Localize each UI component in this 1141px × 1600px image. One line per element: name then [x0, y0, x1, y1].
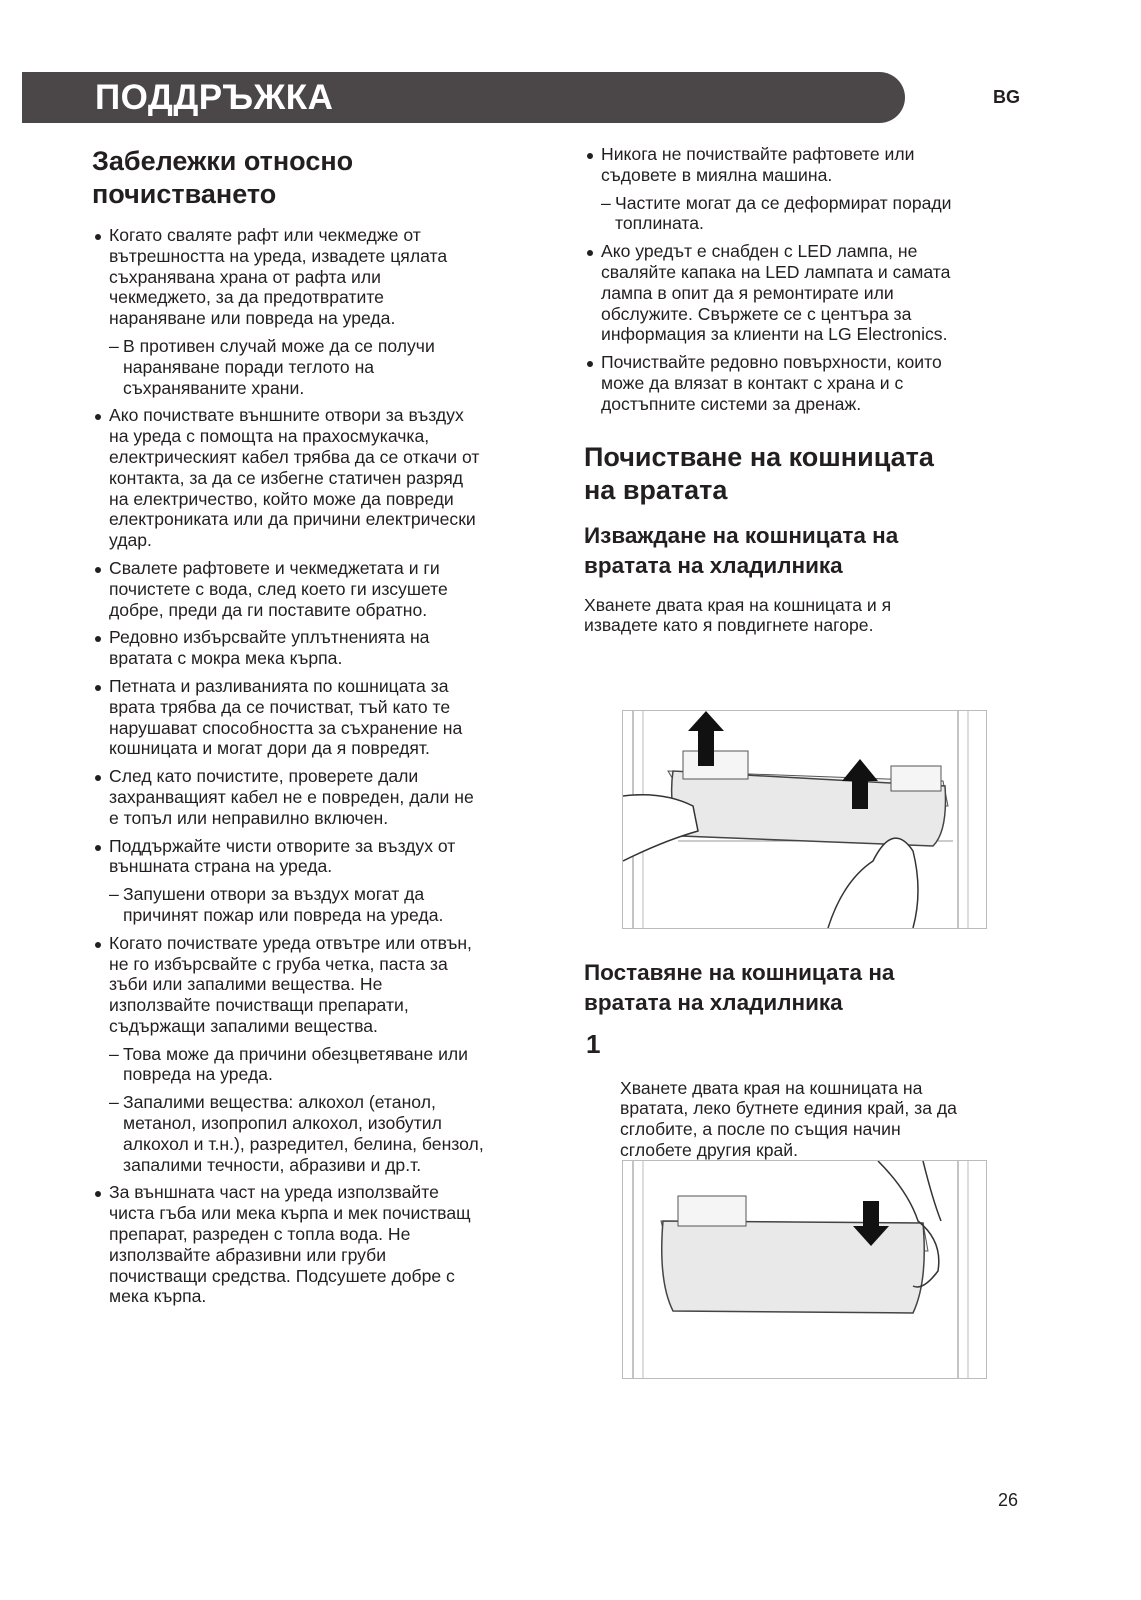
- removal-heading: Изваждане на кошницата на вратата на хладилника: [584, 522, 899, 578]
- basket-install-illustration: [622, 1160, 987, 1379]
- right-column: [584, 144, 1024, 636]
- page-number: 26: [998, 1490, 1019, 1510]
- basket-removal-illustration: [622, 710, 987, 929]
- door-basket-heading: Почистване на кошницата на вратата: [584, 441, 934, 505]
- bullet-item: Никога не почиствайте рафтовете или съдовете в миялна машина.: [584, 144, 1024, 186]
- bullet-item: Когато почиствате уреда отвътре или отвън, не го избърсвайте с груба четка, паста за зъби или запалими вещества. Не използвайте почистващи препарати, съдържащи запалими вещества.: [92, 933, 542, 1037]
- step-number: 1: [586, 1029, 601, 1059]
- cleaning-notes-heading: Забележки относно почистването: [92, 146, 354, 209]
- sub-item: – В противен случай може да се получи нараняване поради теглото на съхраняваните храни.: [92, 336, 542, 398]
- bullet-item: Когато сваляте рафт или чекмедже от вътрешността на уреда, извадете цялата съхранявана храна от рафта или чекмеджето, за да предотвратите нараняване или повреда на уреда.: [92, 225, 542, 329]
- language-code: BG: [993, 87, 1020, 107]
- install-heading: Поставяне на кошницата на вратата на хладилника: [584, 960, 895, 1015]
- bullet-item: Почиствайте редовно повърхности, които може да влязат в контакт с храна и с достъпните системи за дренаж.: [584, 352, 1024, 414]
- sub-item: – Частите могат да се деформират поради топлината.: [584, 193, 1024, 235]
- section-header-bar: [22, 72, 905, 123]
- bullet-item: Поддържайте чисти отворите за въздух от външната страна на уреда.: [92, 836, 542, 878]
- bullet-item: Свалете рафтовете и чекмеджетата и ги почистете с вода, след което ги изсушете добре, преди да ги поставите обратно.: [92, 558, 542, 620]
- bullet-item: Петната и разливанията по кошницата за врата трябва да се почистват, тъй като те нарушават способността за съхранение на кошницата и могат дори да я повредят.: [92, 676, 542, 759]
- install-section: [584, 958, 1024, 1161]
- removal-text: Хванете двата края на кошницата и я извадете като я повдигнете нагоре.: [584, 594, 892, 636]
- install-step: [584, 1029, 1024, 1161]
- right-notes-list: [584, 144, 1024, 415]
- step-text: Хванете двата края на кошницата на вратата, леко бутнете единия край, за да сглобите, а после по същия начин сглобете другия край.: [620, 1077, 957, 1160]
- section-title: ПОДДРЪЖКА: [95, 78, 334, 117]
- sub-item: – Запушени отвори за въздух могат да причинят пожар или повреда на уреда.: [92, 884, 542, 926]
- sub-item: – Това може да причини обезцветяване или повреда на уреда.: [92, 1044, 542, 1086]
- bullet-item: Ако уредът е снабден с LED лампа, не сваляйте капака на LED лампата и самата лампа в опит да я ремонтирате или обслужите. Свържете се с центъра за информация за клиенти на LG Electronics.: [584, 241, 1024, 345]
- bullet-item: След като почистите, проверете дали захранващият кабел не е повреден, дали не е топъл или неправилно включен.: [92, 766, 542, 828]
- bullet-item: Редовно избърсвайте уплътненията на вратата с мокра мека кърпа.: [92, 627, 542, 669]
- bullet-item: Ако почиствате външните отвори за въздух на уреда с помощта на прахосмукачка, електрическият кабел трябва да се откачи от контакта, за да се избегне статичен разряд на електричество, който може да повреди електрониката или да причини електрически удар.: [92, 405, 542, 551]
- sub-item: – Запалими вещества: алкохол (етанол, метанол, изопропил алкохол, изобутил алкохол и т.н.), разредител, белина, бензол, запалими течности, абразиви и др.т.: [92, 1092, 542, 1175]
- cleaning-notes-list: [92, 225, 542, 1307]
- left-column: [92, 145, 542, 1314]
- bullet-item: За външната част на уреда използвайте чиста гъба или мека кърпа и мек почистващ препарат, разреден с топла вода. Не използвайте абразивни или груби почистващи средства. Подсушете добре с мека кърпа.: [92, 1182, 542, 1307]
